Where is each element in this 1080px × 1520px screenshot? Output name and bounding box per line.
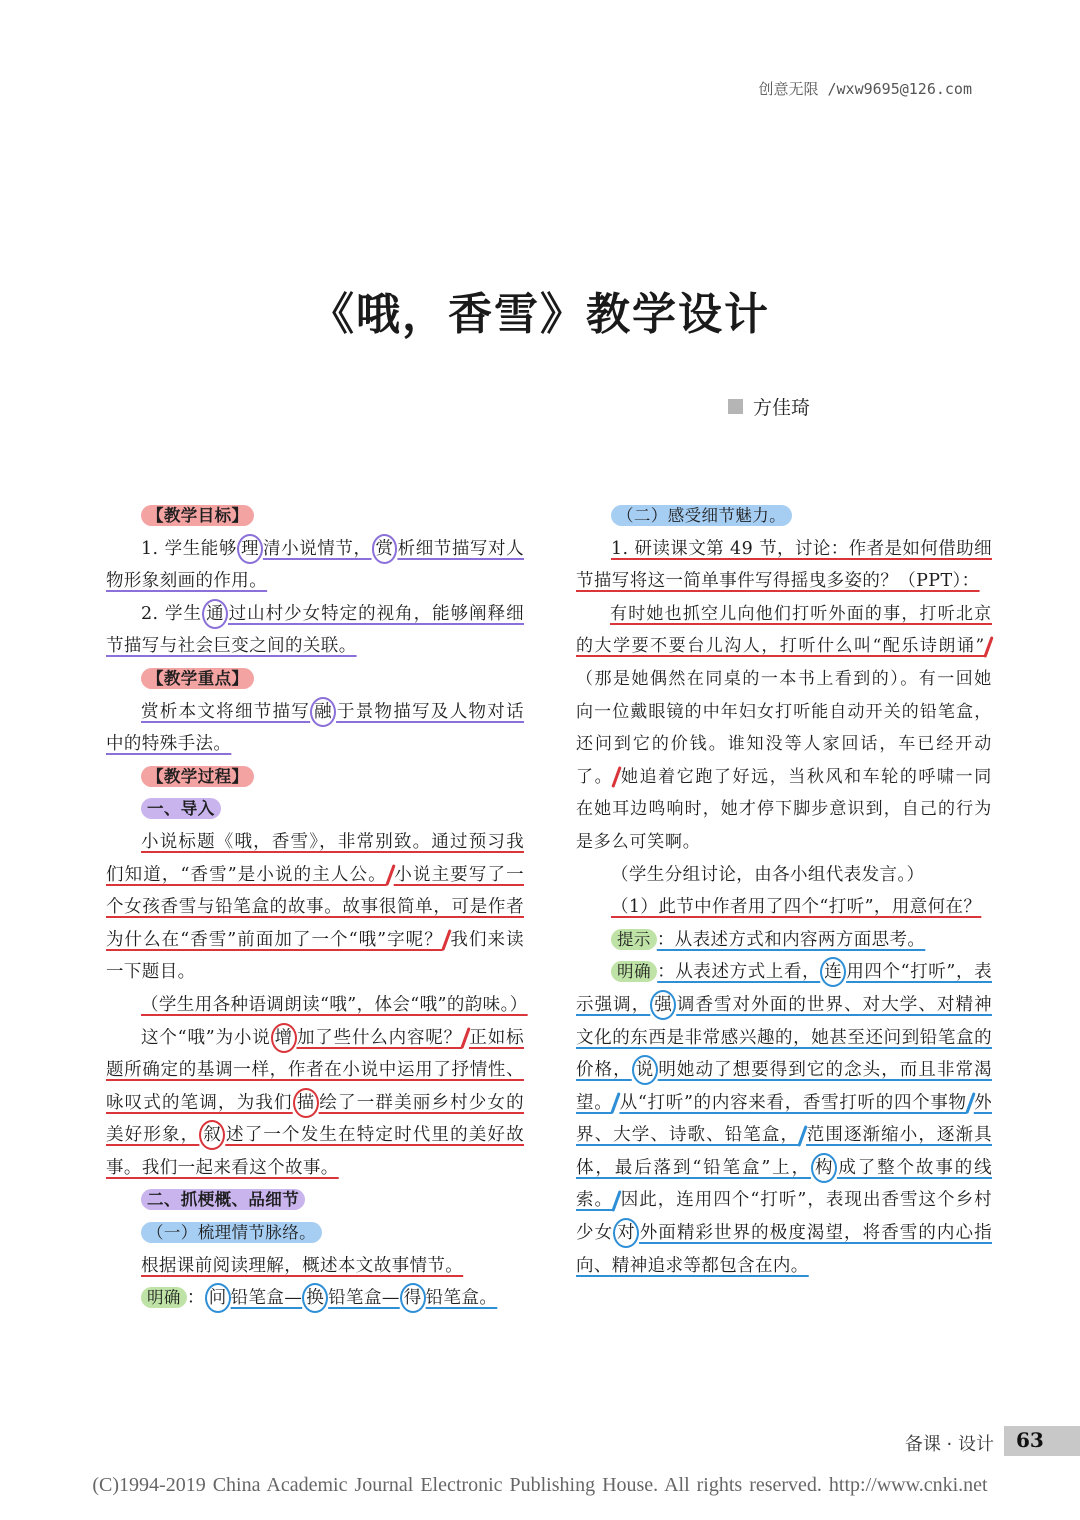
author-square-icon: [728, 399, 743, 414]
right-column: [576, 500, 992, 1282]
text: 我们来读一下题目。: [106, 929, 524, 983]
circled-char: 增: [271, 1023, 297, 1053]
circled-char: 得: [400, 1283, 426, 1313]
page-footer: [905, 1426, 1080, 1456]
tip-label: 提示: [611, 929, 657, 950]
underlined-text: 从“打听”的内容来看，香雪打听的四个事物: [619, 1092, 967, 1113]
question-2: [576, 891, 992, 924]
circled-char: 对: [613, 1218, 639, 1248]
circled-char: 叙: [199, 1120, 225, 1150]
para-intro: [106, 826, 524, 989]
goals-label: 【教学目标】: [141, 505, 254, 526]
underlined-text: 过山村少女特定的视角，能够阐释细节描写与社会巨变之间的关联。: [106, 603, 525, 657]
underlined-text: 有时她也抓空儿向他们打听外面的事，打听北京的大学要不要台儿沟人，打听什么叫“配乐诗朗诵”: [576, 603, 992, 657]
circled-char: 通: [202, 599, 228, 629]
underlined-text: 明她动了想要得到它的念头，而且非常渴望。: [576, 1060, 992, 1113]
circled-char: 问: [205, 1283, 231, 1313]
heading-key: [106, 663, 524, 696]
circled-char: 强: [650, 990, 676, 1020]
circled-char: 赏: [372, 534, 398, 564]
sub-2-heading: [576, 500, 992, 533]
copyright-line: (C)1994-2019 China Academic Journal Electronic Publishing House. All rights reserved. http://www.cnki.net: [92, 1474, 988, 1496]
para-summary: [106, 1250, 524, 1283]
circled-char: 理: [237, 534, 263, 564]
sub-2-label: （二）感受细节魅力。: [611, 505, 792, 526]
key-text: [106, 696, 524, 761]
sub-1-label: （一）梳理情节脉络。: [141, 1222, 322, 1243]
author-line: [728, 393, 810, 420]
question-1: [576, 533, 992, 598]
underlined-text: （学生用各种语调朗读“哦”，体会“哦”的韵味。）: [141, 994, 528, 1015]
page-number: 63: [1004, 1426, 1080, 1456]
goal-1: [106, 533, 524, 598]
underlined-text: 范围逐渐缩小，逐渐具体，最后落到“铅笔盒”上，: [576, 1125, 992, 1178]
section-1-label: 一、导入: [141, 798, 221, 819]
underlined-text: 调香雪对外面的世界、对大学、对精神文化的东西是非常感兴趣的，她甚至还问到铅笔盒的价格，: [576, 994, 992, 1081]
para-clarify: [106, 1282, 524, 1315]
underlined-text: 析细节描写对人物形象刻画的作用。: [106, 538, 524, 592]
text: （学生分组讨论，由各小组代表发言。）: [611, 864, 925, 885]
text: 因此，连用四个“打听”，表现出香雪这个乡村少女: [576, 1190, 992, 1244]
underlined-text: 根据课前阅读理解，概述本文故事情节。: [141, 1255, 464, 1276]
answer-label: 明确: [611, 961, 657, 982]
underlined-text: 述了一个发生在特定时代里的美好故事。我们一起来看这个故事。: [106, 1125, 524, 1178]
para-discuss: [576, 859, 992, 892]
heading-goals: [106, 500, 524, 533]
section-1-heading: [106, 793, 524, 826]
left-column: [106, 500, 528, 1315]
goal-2: [106, 598, 524, 663]
heading-process: [106, 761, 524, 794]
circled-char: 换: [302, 1283, 328, 1313]
underlined-text: ：从表述方式上看，: [657, 962, 821, 983]
para-answer: [576, 956, 992, 1282]
circled-char: 连: [820, 957, 846, 987]
underlined-text: 铅笔盒—: [328, 1288, 400, 1309]
underlined-text: 清小说情节，: [262, 538, 372, 559]
process-label: 【教学过程】: [141, 766, 254, 787]
circled-char: 构: [811, 1153, 837, 1183]
circled-char: 融: [310, 697, 336, 727]
underlined-text: 铅笔盒。: [425, 1288, 498, 1309]
underlined-text: 绘了一群美丽乡村少女的美好形象，: [106, 1092, 525, 1146]
underlined-text: 小说主要写了一个女孩香雪与铅笔盒的故事。故事很简单，可是作者为什么在“香雪”前面加了一个“哦”字呢？: [106, 864, 524, 950]
author-name: 方佳琦: [753, 397, 811, 419]
text: （那是她偶然在同桌的一本书上看到的）。有一回她向一位戴眼镜的中年妇女打听能自动开关的铅笔盒，还问到它的价钱。谁知没等人家回话，车已经开动了。: [576, 668, 992, 787]
section-2-heading: [106, 1184, 524, 1217]
text: 这个“哦”为小说: [141, 1027, 271, 1048]
underlined-text: 赏析本文将细节描写: [141, 701, 311, 722]
key-label: 【教学重点】: [141, 668, 254, 689]
clarify-label: 明确: [141, 1287, 187, 1308]
underlined-text: 铅笔盒—: [230, 1288, 303, 1309]
section-2-label: 二、抓梗概、品细节: [141, 1189, 305, 1210]
underlined-text: 加了些什么内容呢？: [296, 1027, 462, 1048]
para-tip: [576, 924, 992, 957]
text: 1. 学生能够: [141, 538, 237, 559]
circled-char: 说: [632, 1055, 658, 1085]
underlined-text: 成了整个故事的线索。: [576, 1157, 992, 1211]
text: 她追着它跑了好远，当秋风和车轮的呼啸一同在她耳边鸣响时，她才停下脚步意识到，自己的行为是多么可笑啊。: [576, 766, 992, 852]
underlined-text: （1）此节中作者用了四个“打听”，用意何在？: [611, 897, 982, 918]
underlined-text: 外界、大学、诗歌、铅笔盒，: [576, 1092, 992, 1146]
underlined-text: 1. 研读课文第 49 节，讨论：作者是如何借助细节描写将这一简单事件写得摇曳多姿的？（PPT）：: [576, 538, 992, 592]
header-email: 创意无限 /wxw9695@126.com: [758, 80, 972, 98]
underlined-text: 外面精彩世界的极度渴望，将香雪的内心指向、精神追求等都包含在内。: [576, 1223, 992, 1276]
underlined-text: 正如标题所确定的基调一样，作者在小说中运用了抒情性、咏叹式的笔调，为我们: [106, 1027, 524, 1113]
underlined-text: 用四个“打听”，表示强调，: [576, 962, 992, 1015]
section-name: 备课 · 设计: [904, 1434, 994, 1455]
underlined-text: ：从表述方式和内容两方面思考。: [656, 929, 926, 950]
sub-1-heading: [106, 1217, 524, 1250]
quote-block: [576, 598, 992, 859]
article-title: 《哦，香雪》教学设计: [310, 289, 770, 340]
underlined-text: 于景物描写及人物对话中的特殊手法。: [106, 701, 525, 755]
para-oh: [106, 1022, 524, 1185]
underlined-text: 小说标题《哦，香雪》，非常别致。通过预习我们知道，“香雪”是小说的主人公。: [106, 831, 524, 885]
circled-char: 描: [293, 1088, 319, 1118]
para-reading: [106, 989, 528, 1022]
text: 2. 学生: [141, 603, 203, 624]
text: ：: [186, 1288, 205, 1309]
